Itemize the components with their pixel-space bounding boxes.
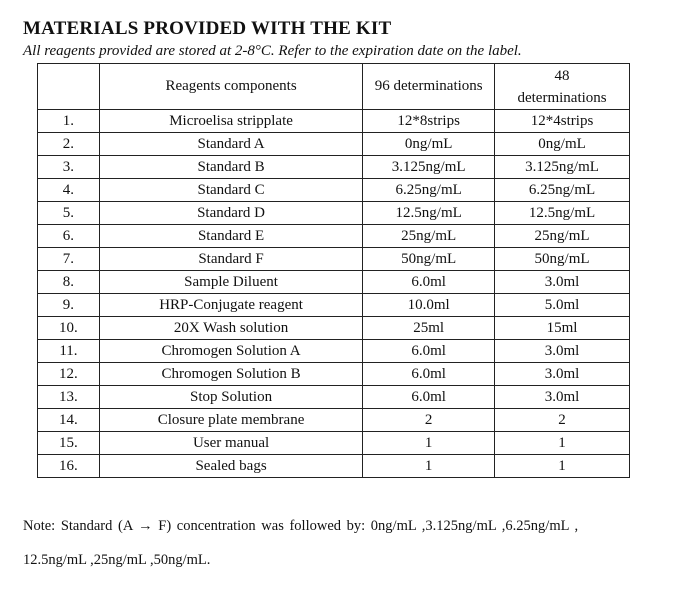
table-row [38, 386, 630, 409]
reagent-name: Standard F [99, 248, 362, 271]
amount-96: 10.0ml [363, 294, 495, 317]
amount-96: 25ng/mL [363, 225, 495, 248]
amount-48: 2 [495, 409, 630, 432]
table-row [38, 455, 630, 478]
amount-48: 3.0ml [495, 363, 630, 386]
note-line-2: 12.5ng/mL ,25ng/mL ,50ng/mL. [23, 552, 211, 568]
header-reagents: Reagents components [99, 64, 362, 110]
amount-96: 0ng/mL [363, 133, 495, 156]
table-row [38, 248, 630, 271]
table-row [38, 225, 630, 248]
row-index: 6. [38, 225, 100, 248]
reagent-name: Standard E [99, 225, 362, 248]
amount-96: 12.5ng/mL [363, 202, 495, 225]
row-index: 7. [38, 248, 100, 271]
row-index: 12. [38, 363, 100, 386]
amount-48: 50ng/mL [495, 248, 630, 271]
header-index [38, 64, 100, 110]
row-index: 5. [38, 202, 100, 225]
row-index: 4. [38, 179, 100, 202]
amount-96: 1 [363, 455, 495, 478]
reagents-table [37, 63, 630, 478]
row-index: 9. [38, 294, 100, 317]
reagent-name: Sealed bags [99, 455, 362, 478]
row-index: 13. [38, 386, 100, 409]
amount-48: 25ng/mL [495, 225, 630, 248]
table-row [38, 179, 630, 202]
section-heading: MATERIALS PROVIDED WITH THE KIT [23, 18, 392, 39]
row-index: 1. [38, 110, 100, 133]
row-index: 10. [38, 317, 100, 340]
row-index: 3. [38, 156, 100, 179]
row-index: 14. [38, 409, 100, 432]
amount-96: 6.0ml [363, 363, 495, 386]
table-row [38, 202, 630, 225]
reagent-name: Standard D [99, 202, 362, 225]
amount-96: 6.25ng/mL [363, 179, 495, 202]
row-index: 15. [38, 432, 100, 455]
amount-48: 15ml [495, 317, 630, 340]
amount-96: 6.0ml [363, 340, 495, 363]
table-row [38, 317, 630, 340]
amount-48: 5.0ml [495, 294, 630, 317]
table-row [38, 133, 630, 156]
amount-96: 6.0ml [363, 271, 495, 294]
header-96: 96 determinations [363, 64, 495, 110]
row-index: 8. [38, 271, 100, 294]
table-header-row [38, 64, 630, 110]
table-row [38, 110, 630, 133]
amount-48: 6.25ng/mL [495, 179, 630, 202]
row-index: 2. [38, 133, 100, 156]
amount-48: 3.0ml [495, 340, 630, 363]
table-row [38, 156, 630, 179]
reagent-name: 20X Wash solution [99, 317, 362, 340]
reagent-name: User manual [99, 432, 362, 455]
amount-48: 3.125ng/mL [495, 156, 630, 179]
table-row [38, 340, 630, 363]
reagent-name: Chromogen Solution B [99, 363, 362, 386]
reagent-name: HRP-Conjugate reagent [99, 294, 362, 317]
reagent-name: Chromogen Solution A [99, 340, 362, 363]
reagent-name: Standard C [99, 179, 362, 202]
row-index: 16. [38, 455, 100, 478]
header-48 [495, 64, 630, 110]
reagent-name: Standard A [99, 133, 362, 156]
amount-96: 3.125ng/mL [363, 156, 495, 179]
header-48-line2: determinations [517, 89, 607, 106]
storage-note: All reagents provided are stored at 2-8°C. Refer to the expiration date on the label. [23, 43, 522, 59]
table-row [38, 271, 630, 294]
amount-48: 12*4strips [495, 110, 630, 133]
note-line-1: Note: Standard (A → F) concentration was followed by: 0ng/mL ,3.125ng/mL ,6.25ng/mL , [23, 518, 579, 534]
amount-96: 12*8strips [363, 110, 495, 133]
table-row [38, 363, 630, 386]
amount-96: 25ml [363, 317, 495, 340]
reagent-name: Stop Solution [99, 386, 362, 409]
amount-48: 12.5ng/mL [495, 202, 630, 225]
table-row [38, 294, 630, 317]
reagent-name: Closure plate membrane [99, 409, 362, 432]
table-row [38, 432, 630, 455]
row-index: 11. [38, 340, 100, 363]
reagent-name: Standard B [99, 156, 362, 179]
amount-48: 3.0ml [495, 271, 630, 294]
amount-48: 1 [495, 432, 630, 455]
amount-48: 0ng/mL [495, 133, 630, 156]
amount-96: 50ng/mL [363, 248, 495, 271]
reagent-name: Microelisa stripplate [99, 110, 362, 133]
amount-96: 2 [363, 409, 495, 432]
header-48-line1: 48 [554, 67, 570, 84]
amount-48: 1 [495, 455, 630, 478]
table-row [38, 409, 630, 432]
amount-96: 1 [363, 432, 495, 455]
amount-96: 6.0ml [363, 386, 495, 409]
reagent-name: Sample Diluent [99, 271, 362, 294]
amount-48: 3.0ml [495, 386, 630, 409]
